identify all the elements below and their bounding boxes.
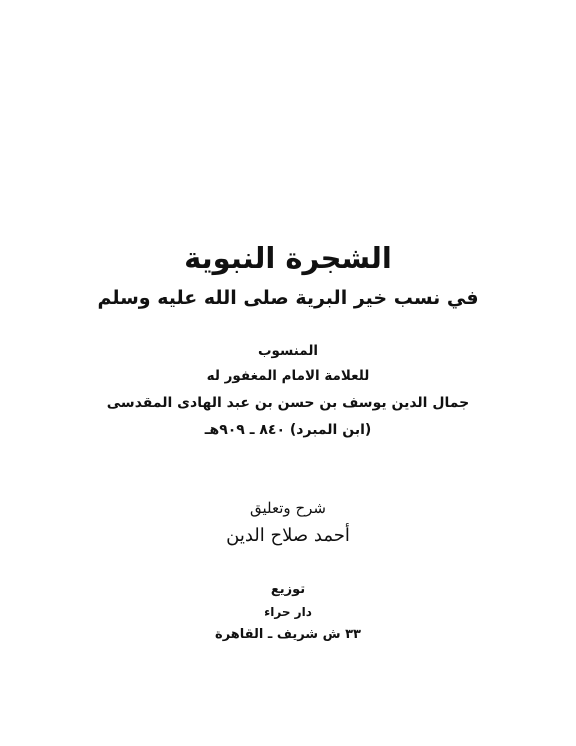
scholar-honorific: للعلامة الامام المغفور له	[206, 368, 370, 384]
book-subtitle: في نسب خير البرية صلى الله عليه وسلم	[97, 287, 479, 309]
book-title: الشجرة النبوية	[184, 241, 392, 275]
commentary-label: شرح وتعليق	[250, 499, 326, 517]
publisher-name: دار حراء	[264, 605, 312, 619]
publisher-address: ٣٣ ش شريف ـ القاهرة	[215, 627, 361, 642]
author-name: جمال الدين يوسف بن حسن بن عبد الهادى المقدسى	[106, 395, 470, 411]
attribution-label: المنسوب	[257, 343, 319, 359]
editor-name: أحمد صلاح الدين	[226, 525, 350, 546]
author-dates: (ابن المبرد) ٨٤٠ ـ ٩٠٩هـ	[204, 422, 372, 438]
distribution-label: توزيع	[270, 582, 306, 597]
